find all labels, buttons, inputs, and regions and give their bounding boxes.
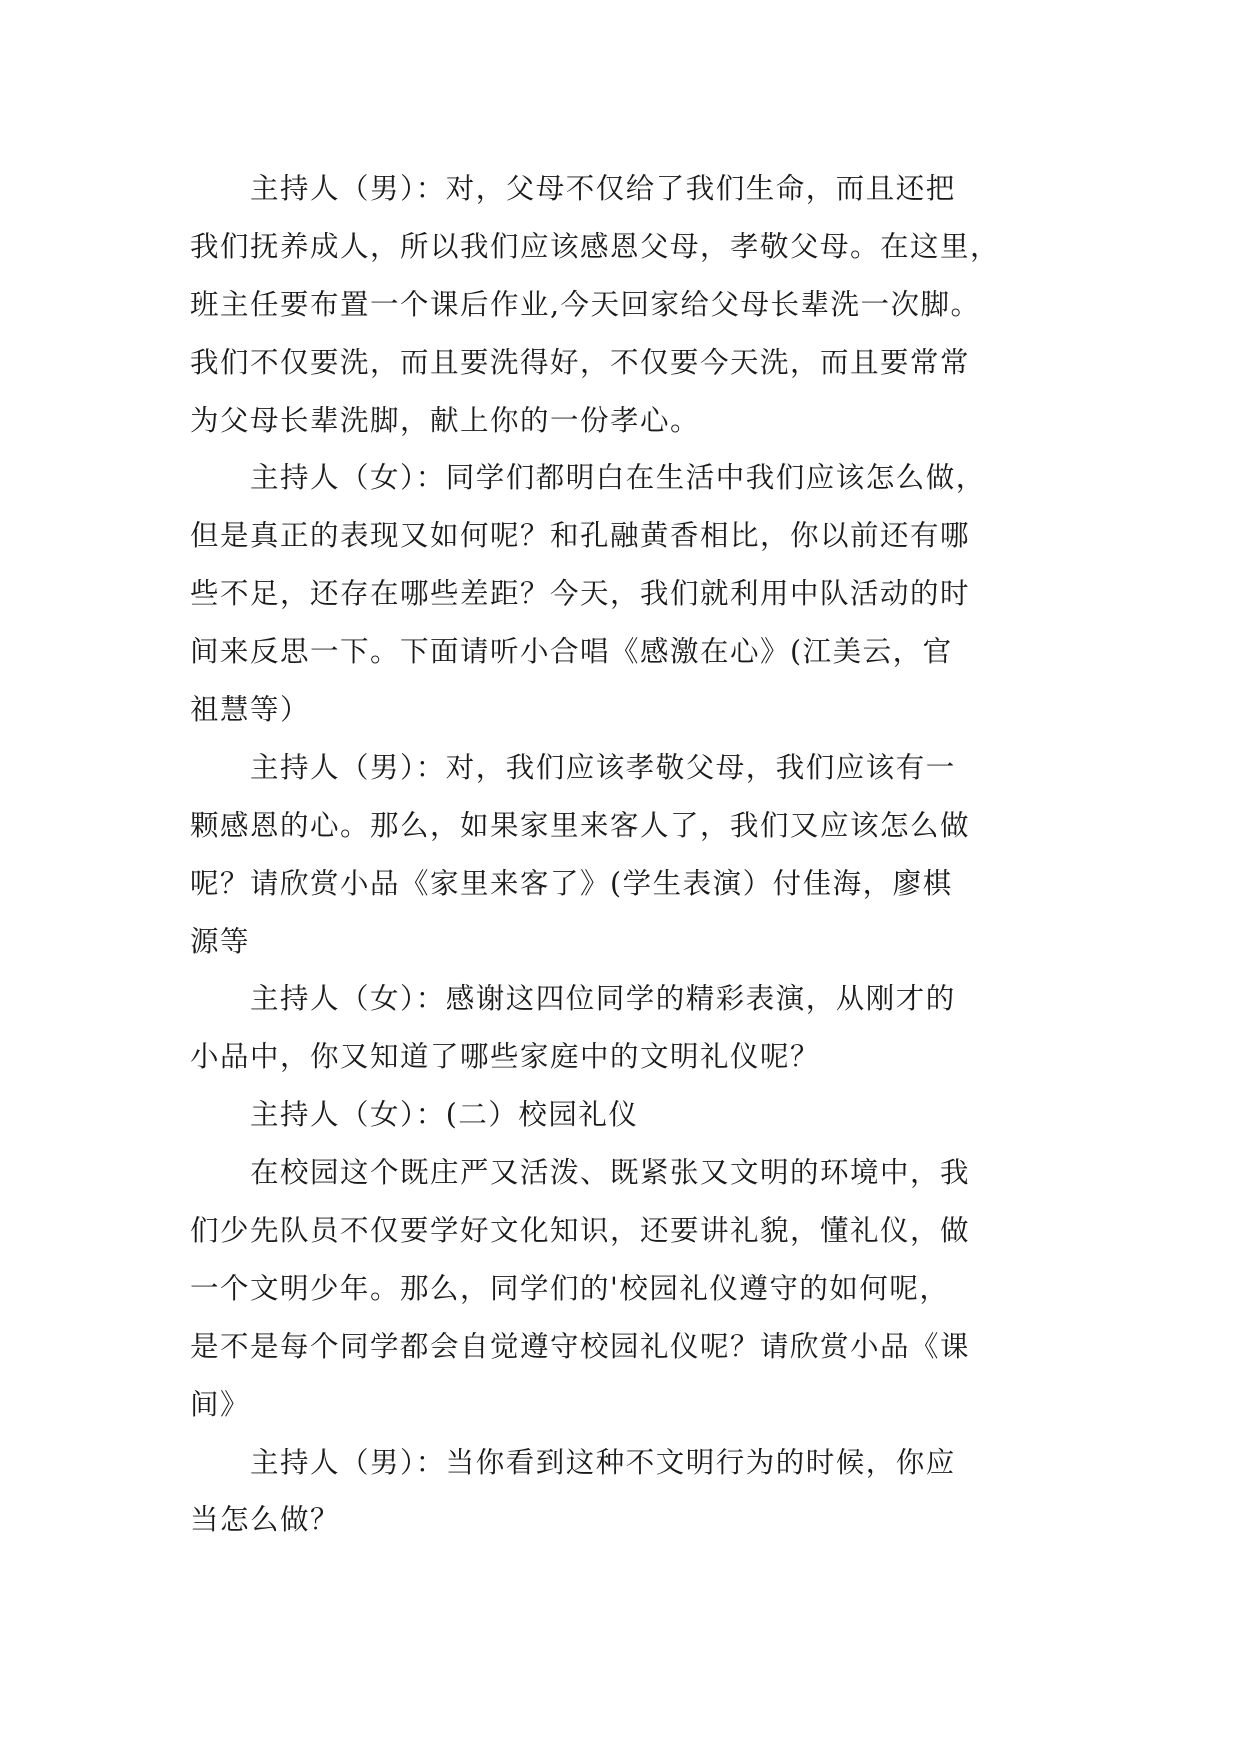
text-line: 一个文明少年。那么，同学们的'校园礼仪遵守的如何呢， [190,1271,950,1305]
document-body [190,160,1090,1549]
text-line: 我们不仅要洗，而且要洗得好，不仅要今天洗，而且要常常 [190,345,971,379]
text-line: 呢？请欣赏小品《家里来客了》(学生表演）付佳海，廖棋 [190,866,953,900]
text-line: 主持人（女）：(二）校园礼仪 [190,1098,639,1132]
text-line: 们少先队员不仅要学好文化知识，还要讲礼貌，懂礼仪，做 [190,1214,971,1248]
text-line: 是不是每个同学都会自觉遵守校园礼仪呢？请欣赏小品《课 [190,1329,971,1363]
text-line: 主持人（女）：同学们都明白在生活中我们应该怎么做， [190,461,986,495]
text-line: 颗感恩的心。那么，如果家里来客人了，我们又应该怎么做 [190,808,971,842]
text-line: 班主任要布置一个课后作业,今天回家给父母长辈洗一次脚。 [190,287,981,321]
text-line: 主持人（男）：对，我们应该孝敬父母，我们应该有一 [190,750,956,784]
text-line: 为父母长辈洗脚，献上你的一份孝心。 [190,403,701,437]
text-line: 源等 [190,924,251,958]
text-line: 当怎么做？ [190,1503,341,1537]
text-line: 主持人（男）：对，父母不仅给了我们生命，而且还把 [190,172,956,205]
text-line: 主持人（男）：当你看到这种不文明行为的时候，你应 [190,1445,956,1479]
text-line: 但是真正的表现又如何呢？和孔融黄香相比，你以前还有哪 [190,519,971,553]
text-line: 间》 [190,1387,251,1421]
text-line: 在校园这个既庄严又活泼、既紧张又文明的环境中，我 [190,1156,971,1190]
text-line: 祖慧等） [190,693,311,727]
text-line: 间来反思一下。下面请听小合唱《感激在心》(江美云，官 [190,635,953,669]
text-line: 主持人（女）：感谢这四位同学的精彩表演，从刚才的 [190,982,956,1016]
text-line: 我们抚养成人，所以我们应该感恩父母，孝敬父母。在这里， [190,229,1001,263]
text-line: 些不足，还存在哪些差距？今天，我们就利用中队活动的时 [190,577,971,611]
text-line: 小品中，你又知道了哪些家庭中的文明礼仪呢？ [190,1040,821,1074]
